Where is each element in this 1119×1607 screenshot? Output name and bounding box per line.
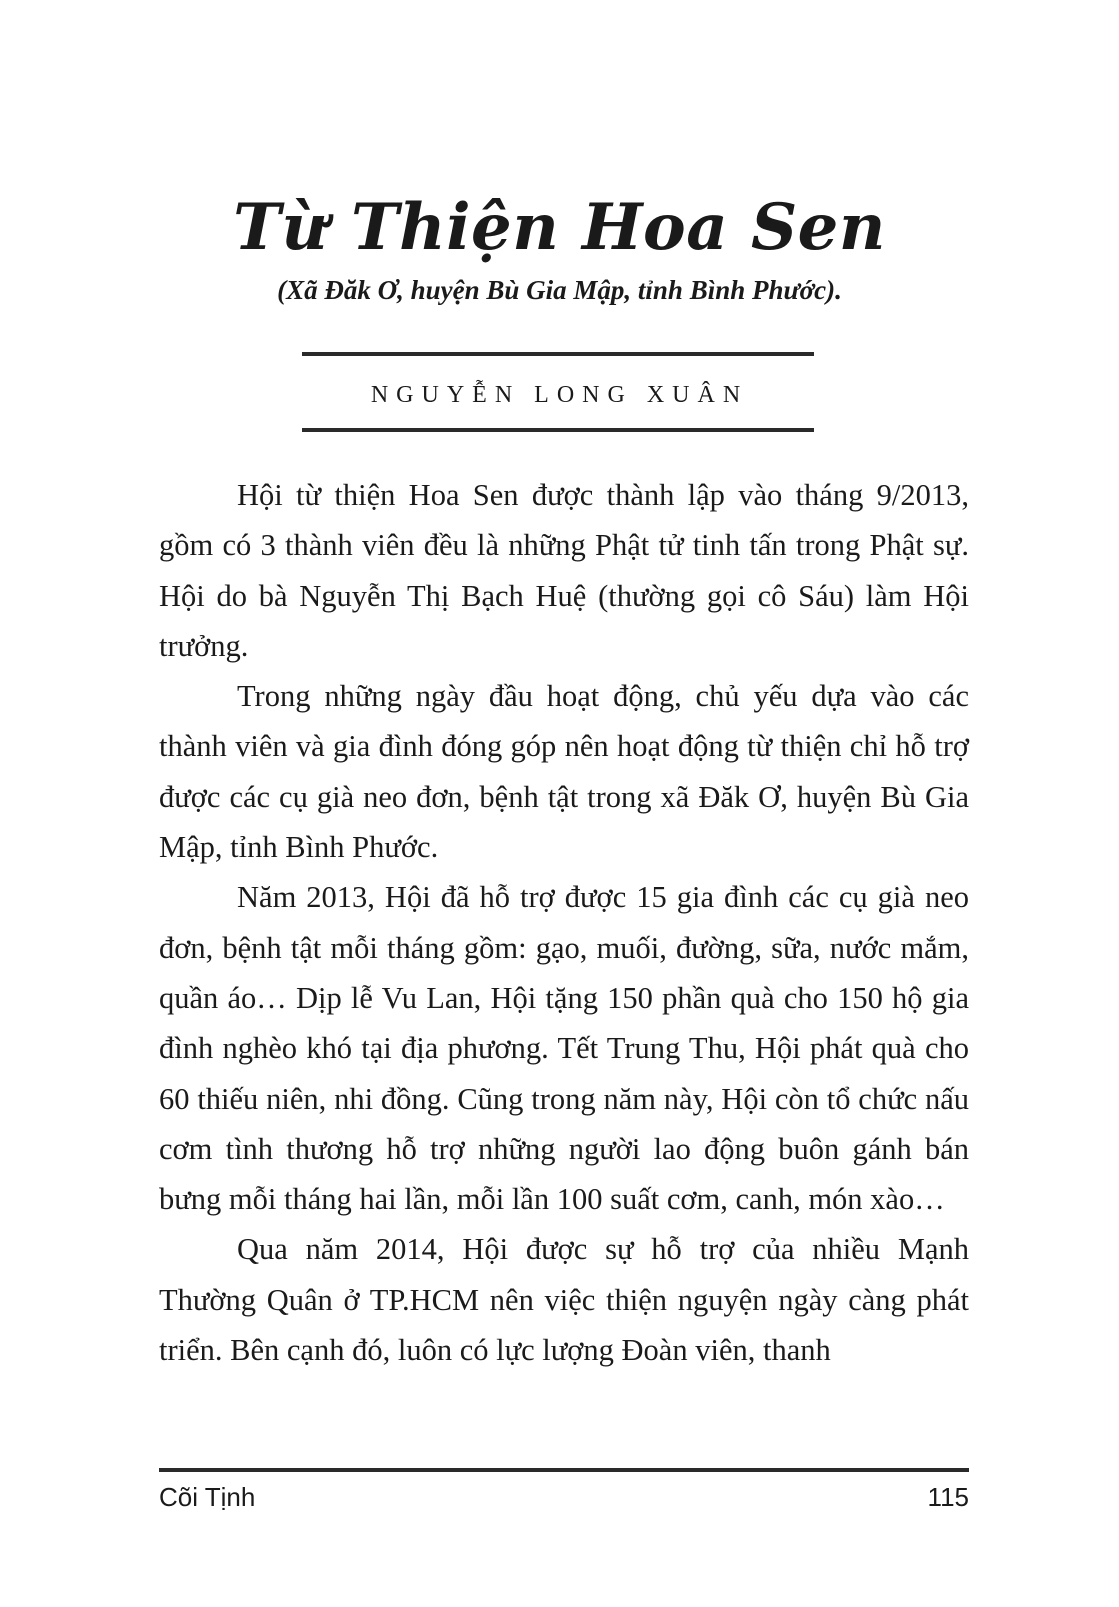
page-number: 115 [927,1482,969,1512]
article-title: Từ Thiện Hoa Sen [233,190,886,265]
article-subtitle: (Xã Đăk Ơ, huyện Bù Gia Mập, tỉnh Bình Phước). [277,275,842,305]
article-body [159,470,969,1375]
author-rule-top [302,352,814,356]
footer-book-title: Cõi Tịnh [159,1482,256,1512]
author-rule-bottom [302,428,814,432]
article-author: NGUYỄN LONG XUÂN [370,382,749,408]
body-paragraph: Hội từ thiện Hoa Sen được thành lập vào tháng 9/2013, gồm có 3 thành viên đều là những Phật tử tinh tấn trong Phật sự. Hội do bà Nguyễn Thị Bạch Huệ (thường gọi cô Sáu) làm Hội trưởng. [159,478,969,663]
footer-rule [159,1468,969,1472]
body-paragraph: Qua năm 2014, Hội được sự hỗ trợ của nhiều Mạnh Thường Quân ở TP.HCM nên việc thiện nguyện ngày càng phát triển. Bên cạnh đó, luôn có lực lượng Đoàn viên, thanh [159,1232,969,1368]
body-paragraph: Năm 2013, Hội đã hỗ trợ được 15 gia đình các cụ già neo đơn, bệnh tật mỗi tháng gồm: gạo, muối, đường, sữa, nước mắm, quần áo… Dịp lễ Vu Lan, Hội tặng 150 phần quà cho 150 hộ gia đình nghèo khó tại địa phương. Tết Trung Thu, Hội phát quà cho 60 thiếu niên, nhi đồng. Cũng trong năm này, Hội còn tổ chức nấu cơm tình thương hỗ trợ những người lao động buôn gánh bán bưng mỗi tháng hai lần, mỗi lần 100 suất cơm, canh, món xào… [159,880,969,1217]
body-paragraph: Trong những ngày đầu hoạt động, chủ yếu dựa vào các thành viên và gia đình đóng góp nên hoạt động từ thiện chỉ hỗ trợ được các cụ già neo đơn, bệnh tật trong xã Đăk Ơ, huyện Bù Gia Mập, tỉnh Bình Phước. [159,679,969,865]
